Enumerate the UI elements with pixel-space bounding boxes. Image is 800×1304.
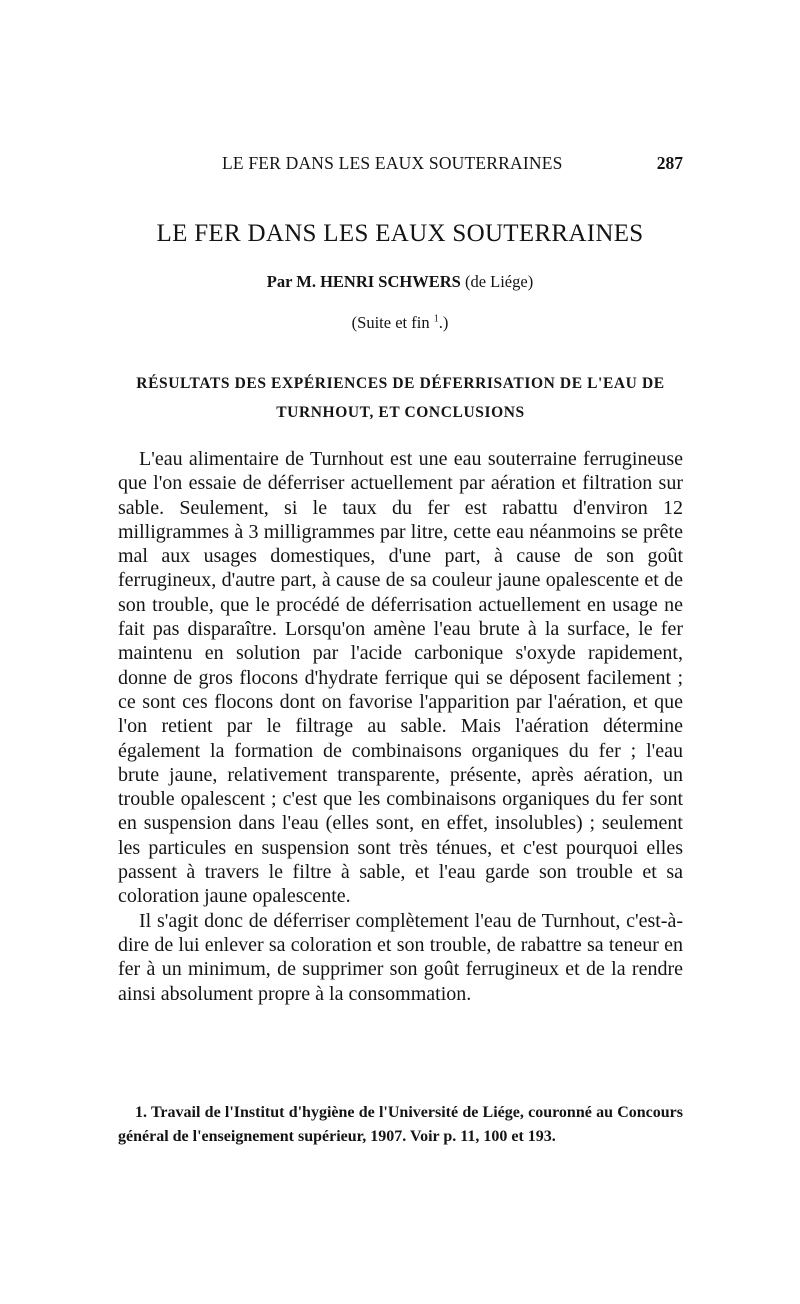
continuation-end: .) <box>438 313 449 332</box>
section-heading: RÉSULTATS DES EXPÉRIENCES DE DÉFERRISATION DE L'EAU DE TURNHOUT, ET CONCLUSIONS <box>136 375 665 421</box>
running-head <box>118 153 683 177</box>
continuation-text: (Suite et fin <box>351 313 430 332</box>
page-number: 287 <box>656 153 683 173</box>
article-title: LE FER DANS LES EAUX SOUTERRAINES <box>156 220 644 247</box>
paragraph: L'eau alimentaire de Turnhout est une eau souterraine ferrugineuse que l'on essaie de déferriser actuellement par aération et filtration sur sable. Seulement, si le taux du fer est rabattu d'environ 12 milligrammes à 3 milligrammes par litre, cette eau néanmoins se prête mal aux usages domestiques, d'une part, à cause de son goût ferrugineux, d'autre part, à cause de sa couleur jaune opalescente et de son trouble, que le procédé de déferrisation actuellement en usage ne fait pas disparaître. Lorsqu'on amène l'eau brute à la surface, le fer maintenu en solution par l'acide carbonique s'oxyde rapidement, donne de gros flocons d'hydrate ferrique qui se déposent facilement ; ce sont ces flocons dont on favorise l'apparition par l'aération, et que l'on retient par le filtrage au sable. Mais l'aération détermine également la formation de combinaisons organiques du fer ; l'eau brute jaune, relativement transparente, présente, après aération, un trouble opalescent ; c'est que les combinaisons organiques du fer sont en suspension dans l'eau (elles sont, en effet, insolubles) ; seulement les particules en suspension sont très ténues, et c'est pourquoi elles passent à travers le filtre à sable, et l'eau garde son trouble et sa coloration jaune opalescente. <box>118 448 683 908</box>
footnote <box>118 1101 683 1149</box>
footnote-mark: 1 <box>433 313 439 325</box>
author-name: Par M. HENRI SCHWERS <box>266 272 461 291</box>
continuation-note <box>0 313 800 333</box>
footnote-text: 1. Travail de l'Institut d'hygiène de l'Université de Liége, couronné au Concours général de l'enseignement supérieur, 1907. Voir p. 11, 100 et 193. <box>118 1104 683 1145</box>
author-affiliation: (de Liége) <box>460 272 534 291</box>
paragraph: Il s'agit donc de déferriser complètement l'eau de Turnhout, c'est-à-dire de lui enlever sa coloration et son trouble, de rabattre sa teneur en fer à un minimum, de supprimer son goût ferrugineux et de la rendre ainsi absolument propre à la consommation. <box>118 909 683 1005</box>
byline <box>0 272 800 292</box>
body-text <box>118 447 683 1006</box>
running-head-title: LE FER DANS LES EAUX SOUTERRAINES <box>222 153 563 173</box>
